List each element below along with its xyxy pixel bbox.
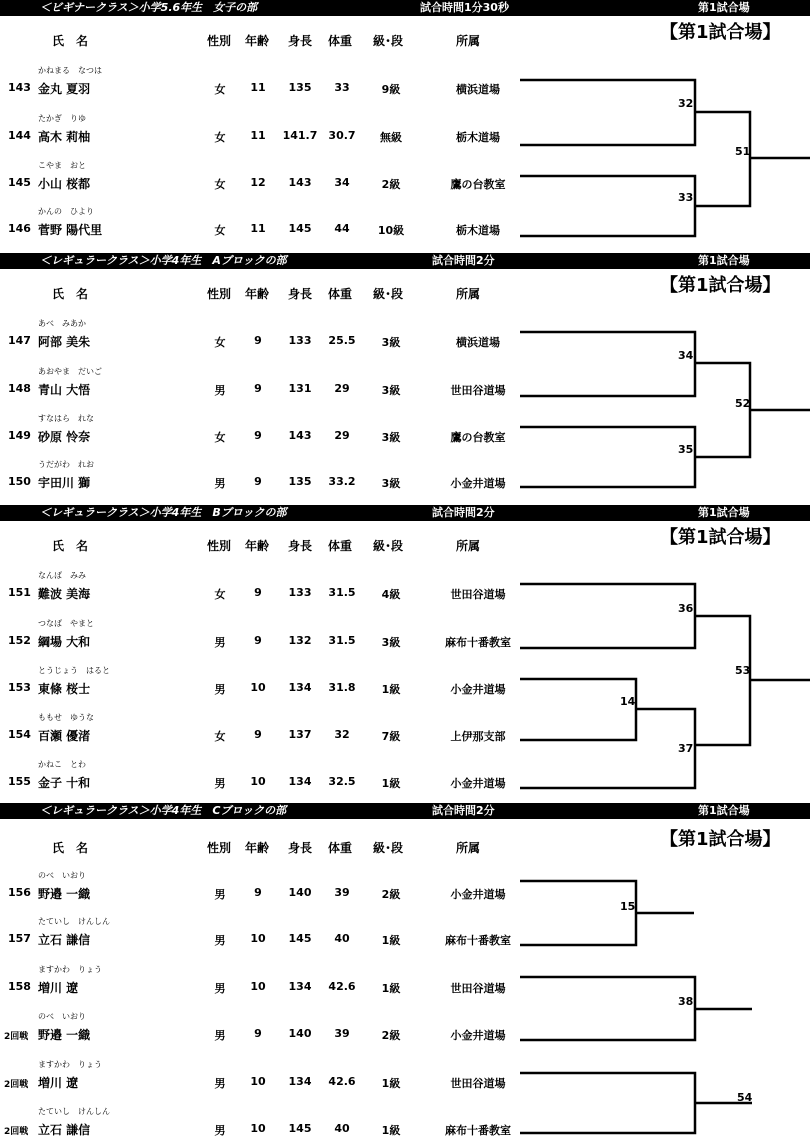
match-number: 32 bbox=[678, 97, 694, 110]
height: 145 bbox=[288, 222, 312, 235]
weight: 31.5 bbox=[328, 586, 356, 599]
col-weight: 体重 bbox=[328, 287, 353, 301]
height: 143 bbox=[288, 176, 312, 189]
weight: 32 bbox=[334, 728, 350, 741]
weight: 40 bbox=[334, 932, 350, 945]
weight: 42.6 bbox=[328, 980, 356, 993]
height: 145 bbox=[288, 932, 312, 945]
col-age: 年齢 bbox=[245, 539, 270, 553]
age: 9 bbox=[254, 886, 262, 899]
height: 137 bbox=[288, 728, 312, 741]
match-time: 試合時間2分 bbox=[432, 506, 495, 519]
class-title: ＜レギュラークラス＞小学4年生 Cブロックの部 bbox=[40, 804, 287, 817]
age: 9 bbox=[254, 1027, 262, 1040]
col-rank: 級･段 bbox=[373, 841, 404, 855]
entry-number: 151 bbox=[8, 586, 31, 599]
height: 135 bbox=[288, 475, 312, 488]
name-reading: つなば やまと bbox=[38, 619, 94, 628]
name-reading: たかぎ りゆ bbox=[38, 114, 86, 123]
rank: 1級 bbox=[381, 1077, 401, 1090]
match-number: 33 bbox=[678, 191, 694, 204]
entry-number: 2回戦 bbox=[4, 1127, 29, 1137]
venue-title: 【第1試合場】 bbox=[660, 22, 781, 43]
match-time: 試合時間1分30秒 bbox=[420, 1, 509, 14]
dojo: 鷹の台教室 bbox=[450, 431, 506, 444]
competitor-name: 青山 大悟 bbox=[38, 383, 91, 397]
name-reading: ももせ ゆうな bbox=[38, 713, 94, 722]
col-weight: 体重 bbox=[328, 841, 353, 855]
name-reading: のべ いおり bbox=[38, 871, 86, 880]
entry-number: 152 bbox=[8, 634, 31, 647]
entry-number: 154 bbox=[8, 728, 31, 741]
section-regular-b bbox=[0, 505, 810, 802]
weight: 34 bbox=[334, 176, 350, 189]
name-reading: すなはら れな bbox=[38, 414, 94, 423]
competitor-name: 金丸 夏羽 bbox=[38, 82, 91, 96]
gender: 男 bbox=[214, 1124, 226, 1137]
rank: 2級 bbox=[381, 1029, 401, 1042]
gender: 男 bbox=[214, 934, 226, 947]
rank: 9級 bbox=[381, 83, 401, 96]
name-reading: あべ みあか bbox=[38, 319, 86, 328]
gender: 男 bbox=[214, 1077, 226, 1090]
rank: 7級 bbox=[381, 730, 401, 743]
venue-title: 【第1試合場】 bbox=[660, 829, 781, 850]
name-reading: ますかわ りょう bbox=[38, 965, 102, 974]
dojo: 栃木道場 bbox=[456, 131, 500, 144]
rank: 3級 bbox=[381, 336, 401, 349]
age: 9 bbox=[254, 382, 262, 395]
name-reading: なんば みみ bbox=[38, 571, 86, 580]
height: 133 bbox=[288, 334, 312, 347]
dojo: 世田谷道場 bbox=[450, 588, 506, 601]
age: 10 bbox=[250, 1075, 266, 1088]
dojo: 小金井道場 bbox=[450, 1029, 506, 1042]
height: 134 bbox=[288, 681, 312, 694]
competitor-name: 増川 遼 bbox=[38, 1076, 79, 1090]
competitor-name: 小山 桜都 bbox=[38, 177, 91, 191]
col-age: 年齢 bbox=[245, 841, 270, 855]
col-height: 身長 bbox=[288, 539, 313, 553]
col-gender: 性別 bbox=[207, 34, 232, 48]
col-name: 氏 名 bbox=[52, 34, 89, 48]
weight: 39 bbox=[334, 886, 350, 899]
tournament-bracket bbox=[0, 505, 810, 802]
height: 140 bbox=[288, 886, 312, 899]
dojo: 小金井道場 bbox=[450, 477, 506, 490]
rank: 4級 bbox=[381, 588, 401, 601]
height: 145 bbox=[288, 1122, 312, 1135]
match-number: 53 bbox=[735, 664, 751, 677]
class-title: ＜ビギナークラス＞小学5.6年生 女子の部 bbox=[40, 1, 258, 14]
competitor-name: 菅野 陽代里 bbox=[38, 223, 103, 237]
rank: 1級 bbox=[381, 777, 401, 790]
weight: 40 bbox=[334, 1122, 350, 1135]
mat-label: 第1試合場 bbox=[698, 1, 750, 14]
gender: 女 bbox=[214, 131, 226, 144]
dojo: 栃木道場 bbox=[456, 224, 500, 237]
rank: 1級 bbox=[381, 1124, 401, 1137]
dojo: 小金井道場 bbox=[450, 777, 506, 790]
name-reading: ますかわ りょう bbox=[38, 1060, 102, 1069]
weight: 31.5 bbox=[328, 634, 356, 647]
col-name: 氏 名 bbox=[52, 539, 89, 553]
col-height: 身長 bbox=[288, 287, 313, 301]
dojo: 小金井道場 bbox=[450, 888, 506, 901]
gender: 女 bbox=[214, 431, 226, 444]
competitor-name: 綱場 大和 bbox=[38, 635, 91, 649]
gender: 男 bbox=[214, 477, 226, 490]
height: 135 bbox=[288, 81, 312, 94]
entry-number: 157 bbox=[8, 932, 31, 945]
col-dojo: 所属 bbox=[456, 841, 481, 855]
age: 11 bbox=[250, 81, 266, 94]
weight: 32.5 bbox=[328, 775, 356, 788]
match-number: 37 bbox=[678, 742, 694, 755]
dojo: 小金井道場 bbox=[450, 683, 506, 696]
name-reading: かんの ひより bbox=[38, 207, 94, 216]
weight: 30.7 bbox=[328, 129, 356, 142]
age: 9 bbox=[254, 634, 262, 647]
name-reading: とうじょう はると bbox=[38, 666, 110, 675]
rank: 1級 bbox=[381, 683, 401, 696]
rank: 3級 bbox=[381, 431, 401, 444]
match-number: 34 bbox=[678, 349, 694, 362]
gender: 男 bbox=[214, 636, 226, 649]
name-reading: こやま おと bbox=[38, 161, 86, 170]
col-name: 氏 名 bbox=[52, 287, 89, 301]
weight: 44 bbox=[334, 222, 350, 235]
competitor-name: 金子 十和 bbox=[38, 776, 91, 790]
rank: 3級 bbox=[381, 636, 401, 649]
competitor-name: 野邉 一織 bbox=[38, 887, 91, 901]
mat-label: 第1試合場 bbox=[698, 254, 750, 267]
competitor-name: 宇田川 獅 bbox=[38, 476, 91, 490]
col-age: 年齢 bbox=[245, 34, 270, 48]
mat-label: 第1試合場 bbox=[698, 804, 750, 817]
height: 141.7 bbox=[282, 129, 318, 142]
col-height: 身長 bbox=[288, 841, 313, 855]
gender: 女 bbox=[214, 178, 226, 191]
venue-title: 【第1試合場】 bbox=[660, 275, 781, 296]
competitor-name: 阿部 美朱 bbox=[38, 335, 91, 349]
weight: 42.6 bbox=[328, 1075, 356, 1088]
entry-number: 147 bbox=[8, 334, 31, 347]
section-beginner-girls bbox=[0, 0, 810, 252]
col-weight: 体重 bbox=[328, 34, 353, 48]
entry-number: 145 bbox=[8, 176, 31, 189]
entry-number: 150 bbox=[8, 475, 31, 488]
match-time: 試合時間2分 bbox=[432, 254, 495, 267]
weight: 31.8 bbox=[328, 681, 356, 694]
col-rank: 級･段 bbox=[373, 287, 404, 301]
competitor-name: 高木 莉柚 bbox=[38, 130, 91, 144]
match-number: 35 bbox=[678, 443, 694, 456]
col-weight: 体重 bbox=[328, 539, 353, 553]
height: 132 bbox=[288, 634, 312, 647]
dojo: 麻布十番教室 bbox=[445, 1124, 511, 1137]
dojo: 麻布十番教室 bbox=[445, 934, 511, 947]
weight: 39 bbox=[334, 1027, 350, 1040]
col-gender: 性別 bbox=[207, 841, 232, 855]
age: 9 bbox=[254, 334, 262, 347]
name-reading: たていし けんしん bbox=[38, 1107, 110, 1116]
dojo: 世田谷道場 bbox=[450, 384, 506, 397]
competitor-name: 東條 桜士 bbox=[38, 682, 91, 696]
gender: 男 bbox=[214, 982, 226, 995]
name-reading: うだがわ れお bbox=[38, 460, 94, 469]
competitor-name: 立石 謙信 bbox=[38, 933, 91, 947]
height: 133 bbox=[288, 586, 312, 599]
dojo: 世田谷道場 bbox=[450, 982, 506, 995]
height: 140 bbox=[288, 1027, 312, 1040]
col-dojo: 所属 bbox=[456, 34, 481, 48]
age: 9 bbox=[254, 429, 262, 442]
name-reading: たていし けんしん bbox=[38, 917, 110, 926]
age: 9 bbox=[254, 728, 262, 741]
gender: 女 bbox=[214, 588, 226, 601]
name-reading: のべ いおり bbox=[38, 1012, 86, 1021]
entry-number: 148 bbox=[8, 382, 31, 395]
class-title: ＜レギュラークラス＞小学4年生 Bブロックの部 bbox=[40, 506, 287, 519]
competitor-name: 砂原 怜奈 bbox=[38, 430, 91, 444]
tournament-bracket bbox=[0, 803, 810, 1141]
age: 10 bbox=[250, 932, 266, 945]
rank: 10級 bbox=[377, 224, 405, 237]
height: 143 bbox=[288, 429, 312, 442]
competitor-name: 野邉 一織 bbox=[38, 1028, 91, 1042]
entry-number: 158 bbox=[8, 980, 31, 993]
age: 10 bbox=[250, 681, 266, 694]
dojo: 世田谷道場 bbox=[450, 1077, 506, 1090]
entry-number: 149 bbox=[8, 429, 31, 442]
match-number: 14 bbox=[620, 695, 636, 708]
col-gender: 性別 bbox=[207, 539, 232, 553]
section-regular-a bbox=[0, 253, 810, 505]
dojo: 横浜道場 bbox=[456, 336, 500, 349]
age: 9 bbox=[254, 586, 262, 599]
rank: 1級 bbox=[381, 982, 401, 995]
dojo: 麻布十番教室 bbox=[445, 636, 511, 649]
match-number: 51 bbox=[735, 145, 751, 158]
mat-label: 第1試合場 bbox=[698, 506, 750, 519]
gender: 女 bbox=[214, 83, 226, 96]
gender: 女 bbox=[214, 730, 226, 743]
gender: 女 bbox=[214, 224, 226, 237]
entry-number: 144 bbox=[8, 129, 31, 142]
weight: 25.5 bbox=[328, 334, 356, 347]
height: 134 bbox=[288, 775, 312, 788]
gender: 女 bbox=[214, 336, 226, 349]
col-age: 年齢 bbox=[245, 287, 270, 301]
rank: 3級 bbox=[381, 477, 401, 490]
entry-number: 153 bbox=[8, 681, 31, 694]
entry-number: 2回戦 bbox=[4, 1032, 29, 1042]
tournament-bracket bbox=[0, 253, 810, 505]
col-dojo: 所属 bbox=[456, 287, 481, 301]
col-dojo: 所属 bbox=[456, 539, 481, 553]
section-regular-c bbox=[0, 803, 810, 1141]
rank: 1級 bbox=[381, 934, 401, 947]
height: 134 bbox=[288, 1075, 312, 1088]
name-reading: あおやま だいご bbox=[38, 367, 102, 376]
col-rank: 級･段 bbox=[373, 34, 404, 48]
col-gender: 性別 bbox=[207, 287, 232, 301]
rank: 2級 bbox=[381, 888, 401, 901]
age: 10 bbox=[250, 980, 266, 993]
rank: 2級 bbox=[381, 178, 401, 191]
competitor-name: 増川 遼 bbox=[38, 981, 79, 995]
gender: 男 bbox=[214, 384, 226, 397]
col-height: 身長 bbox=[288, 34, 313, 48]
age: 10 bbox=[250, 775, 266, 788]
gender: 男 bbox=[214, 683, 226, 696]
entry-number: 146 bbox=[8, 222, 31, 235]
entry-number: 155 bbox=[8, 775, 31, 788]
weight: 29 bbox=[334, 382, 350, 395]
height: 131 bbox=[288, 382, 312, 395]
age: 12 bbox=[250, 176, 266, 189]
gender: 男 bbox=[214, 777, 226, 790]
age: 9 bbox=[254, 475, 262, 488]
gender: 男 bbox=[214, 1029, 226, 1042]
age: 11 bbox=[250, 222, 266, 235]
rank: 3級 bbox=[381, 384, 401, 397]
venue-title: 【第1試合場】 bbox=[660, 527, 781, 548]
weight: 33.2 bbox=[328, 475, 356, 488]
match-number: 36 bbox=[678, 602, 694, 615]
age: 11 bbox=[250, 129, 266, 142]
match-time: 試合時間2分 bbox=[432, 804, 495, 817]
dojo: 上伊那支部 bbox=[450, 730, 506, 743]
match-number: 38 bbox=[678, 995, 694, 1008]
name-reading: かねこ とわ bbox=[38, 760, 86, 769]
height: 134 bbox=[288, 980, 312, 993]
entry-number: 2回戦 bbox=[4, 1080, 29, 1090]
competitor-name: 立石 謙信 bbox=[38, 1123, 91, 1137]
tournament-bracket bbox=[0, 0, 810, 252]
rank: 無級 bbox=[380, 131, 402, 144]
competitor-name: 難波 美海 bbox=[38, 587, 91, 601]
weight: 33 bbox=[334, 81, 350, 94]
col-name: 氏 名 bbox=[52, 841, 89, 855]
entry-number: 143 bbox=[8, 81, 31, 94]
competitor-name: 百瀬 優渚 bbox=[38, 729, 91, 743]
entry-number: 156 bbox=[8, 886, 31, 899]
dojo: 鷹の台教室 bbox=[450, 178, 506, 191]
dojo: 横浜道場 bbox=[456, 83, 500, 96]
gender: 男 bbox=[214, 888, 226, 901]
match-number: 52 bbox=[735, 397, 751, 410]
age: 10 bbox=[250, 1122, 266, 1135]
match-number: 54 bbox=[737, 1091, 753, 1104]
name-reading: かねまる なつは bbox=[38, 66, 102, 75]
class-title: ＜レギュラークラス＞小学4年生 Aブロックの部 bbox=[40, 254, 287, 267]
match-number: 15 bbox=[620, 900, 636, 913]
weight: 29 bbox=[334, 429, 350, 442]
col-rank: 級･段 bbox=[373, 539, 404, 553]
